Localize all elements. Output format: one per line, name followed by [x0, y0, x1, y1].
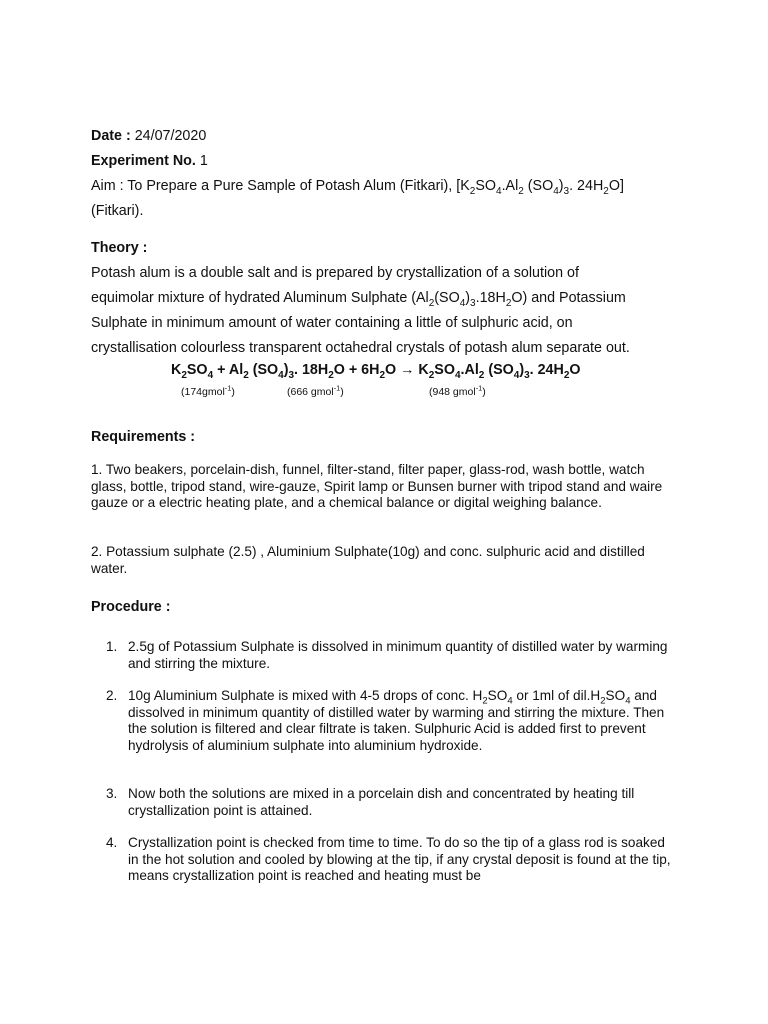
requirements-item-2: 2. Potassium sulphate (2.5) , Aluminium Sulphate(10g) and conc. sulphuric acid and distilled water.	[91, 544, 645, 576]
step-text: Crystallization point is checked from time to time. To do so the tip of a glass rod is soaked in the hot solution and cooled by blowing at the tip, if any crystal deposit is found at the tip, means crystallization point is reached and heating must be	[128, 835, 671, 884]
step-number: 4.	[106, 835, 118, 850]
experiment-line	[91, 153, 208, 169]
requirements-heading	[91, 429, 195, 445]
theory-heading	[91, 240, 147, 256]
step-text: 2.5g of Potassium Sulphate is dissolved in minimum quantity of distilled water by warming and stirring the mixture.	[128, 639, 668, 671]
step-number: 2.	[106, 688, 118, 703]
requirements-heading-text: Requirements :	[91, 429, 196, 445]
step-number: 1.	[106, 639, 118, 654]
aim-line-1: Aim : To Prepare a Pure Sample of Potash Alum (Fitkari), [$K_2SO_4.Al_2$ $(SO_4)_3$. $24H_2O$]	[91, 178, 624, 197]
date-label: Date :	[91, 128, 131, 144]
theory-line-4: crystallisation colourless transparent octahedral crystals of potash alum separate out.	[91, 340, 630, 356]
reaction-equation: $K_2SO_4 + Al_2$ $(SO_4)_3$. $18H_2O + 6H_2O \to K_2SO_4.Al_2$ $(SO_4)_3$. $24H_2O$	[171, 362, 581, 381]
procedure-heading	[91, 599, 170, 615]
procedure-heading-text: Procedure :	[91, 599, 171, 615]
theory-line-1: Potash alum is a double salt and is prepared by crystallization of a solution of	[91, 265, 579, 281]
date-value: 24/07/2020	[134, 128, 207, 144]
step-text: Now both the solutions are mixed in a porcelain dish and concentrated by heating till crystallization point is attained.	[128, 786, 635, 818]
molar-mass-aluminium-sulphate: (666 gmol$^{-1}$)	[287, 383, 344, 398]
molar-mass-potash-alum: (948 gmol$^{-1}$)	[429, 383, 486, 398]
requirements-item-1: 1. Two beakers, porcelain-dish, funnel, filter-stand, filter paper, glass-rod, wash bottle, watch glass, bottle, tripod stand, wire-gauze, Spirit lamp or Bunsen burner with tripod stand and waire gauze or a electric heating plate, and a chemical balance or digital weighing balance.	[91, 462, 663, 511]
theory-line-3: Sulphate in minimum amount of water containing a little of sulphuric acid, on	[91, 315, 573, 331]
experiment-label: Experiment No.	[91, 153, 196, 169]
aim-line-2: (Fitkari).	[91, 203, 144, 219]
step-text: 10g Aluminium Sulphate is mixed with 4-5 drops of conc. $H_2SO_4$ or 1ml of $dil.H_2SO_4$ and dissolved in minimum quantity of distilled water by warming and stirring the mixture. Then the solution is filtered and clear filtrate is taken. Sulphuric Acid is added first to prevent hydrolysis of aluminium sulphate into aluminium hydroxide.	[128, 688, 665, 753]
molar-mass-k2so4: (174gmol$^{-1}$)	[181, 383, 235, 398]
theory-heading-text: Theory :	[91, 240, 148, 256]
step-number: 3.	[106, 786, 118, 801]
experiment-value: 1	[199, 153, 208, 169]
theory-line-2: equimolar mixture of hydrated Aluminum Sulphate $(Al_2(SO_4)_3.18H_2O)$ and Potassium	[91, 290, 626, 309]
date-line	[91, 128, 206, 144]
